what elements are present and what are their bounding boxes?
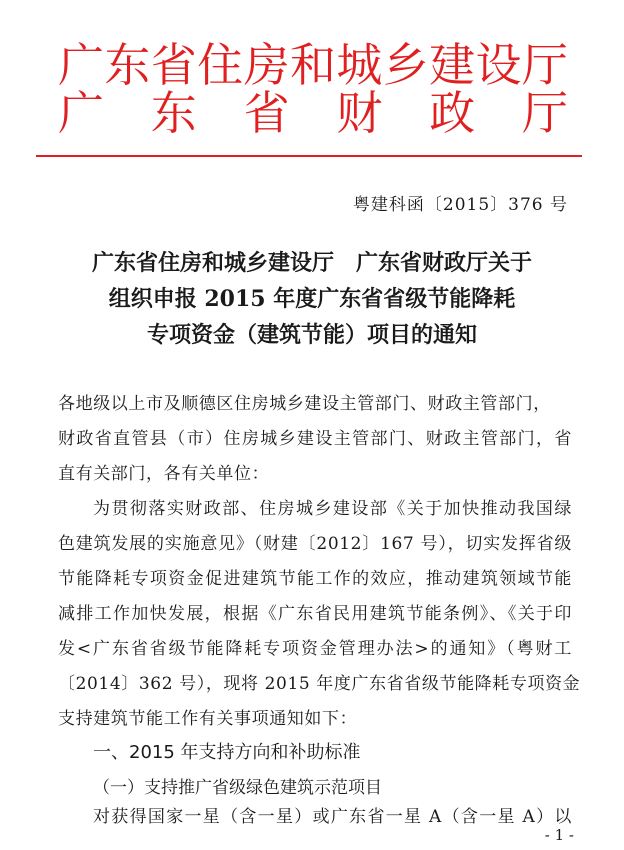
body-line: 对获得国家一星（含一星）或广东省一星 A（含一星 A）以 — [93, 807, 572, 827]
title-line-3: 专项资金（建筑节能）项目的通知 — [146, 322, 477, 348]
letterhead-char: 房 — [243, 38, 290, 92]
letterhead-line-1 — [58, 38, 568, 92]
letterhead-char: 厅 — [521, 86, 568, 140]
body-line: 〔2014〕362 号），现将 2015 年度广东省省级节能降耗专项资金 — [58, 674, 581, 694]
letterhead-char: 和 — [289, 38, 336, 92]
addressee-line: 各地级以上市及顺德区住房城乡建设主管部门、财政主管部门， — [58, 394, 551, 414]
letterhead-char: 广 — [58, 38, 104, 92]
section-heading: 一、2015 年支持方向和补助标准 — [93, 742, 361, 763]
letterhead-char: 东 — [104, 38, 151, 92]
title-line-2: 组织申报 2015 年度广东省省级节能降耗 — [108, 286, 516, 312]
body-line: 节能降耗专项资金促进建筑节能工作的效应，推动建筑领域节能 — [58, 569, 572, 589]
subsection-heading: （一）支持推广省级绿色建筑示范项目 — [93, 778, 382, 798]
letterhead-char: 住 — [197, 38, 244, 92]
letterhead-char: 东 — [150, 86, 197, 140]
letterhead-char: 设 — [475, 38, 522, 92]
body-line: 支持建筑节能工作有关事项通知如下： — [58, 709, 358, 729]
addressee-line: 财政省直管县（市）住房城乡建设主管部门、财政主管部门，省 — [58, 429, 572, 449]
letterhead-char: 财 — [336, 86, 383, 140]
letterhead-char: 城 — [336, 38, 383, 92]
letterhead-char: 广 — [58, 86, 104, 140]
title-line-1: 广东省住房和城乡建设厅 广东省财政厅关于 — [91, 250, 532, 276]
letterhead-char: 建 — [429, 38, 476, 92]
letterhead-char: 省 — [150, 38, 197, 92]
letterhead-char: 省 — [243, 86, 290, 140]
document-number: 粤建科函〔2015〕376 号 — [352, 195, 568, 215]
body-line: 为贯彻落实财政部、住房城乡建设部《关于加快推动我国绿 — [93, 499, 572, 519]
page-number: - 1 - — [544, 826, 574, 844]
letterhead-char: 政 — [429, 86, 476, 140]
body-line: 减排工作加快发展，根据《广东省民用建筑节能条例》、《关于印 — [58, 604, 572, 624]
addressee-line: 直有关部门，各有关单位： — [58, 464, 270, 484]
body-line: 发<广东省省级节能降耗专项资金管理办法>的通知》（粤财工 — [58, 639, 572, 659]
letterhead-red-rule — [36, 155, 582, 157]
body-line: 色建筑发展的实施意见》（财建〔2012〕167 号），切实发挥省级 — [58, 534, 572, 554]
letterhead-char: 乡 — [382, 38, 429, 92]
letterhead-line-2 — [58, 86, 568, 140]
letterhead-char: 厅 — [521, 38, 568, 92]
